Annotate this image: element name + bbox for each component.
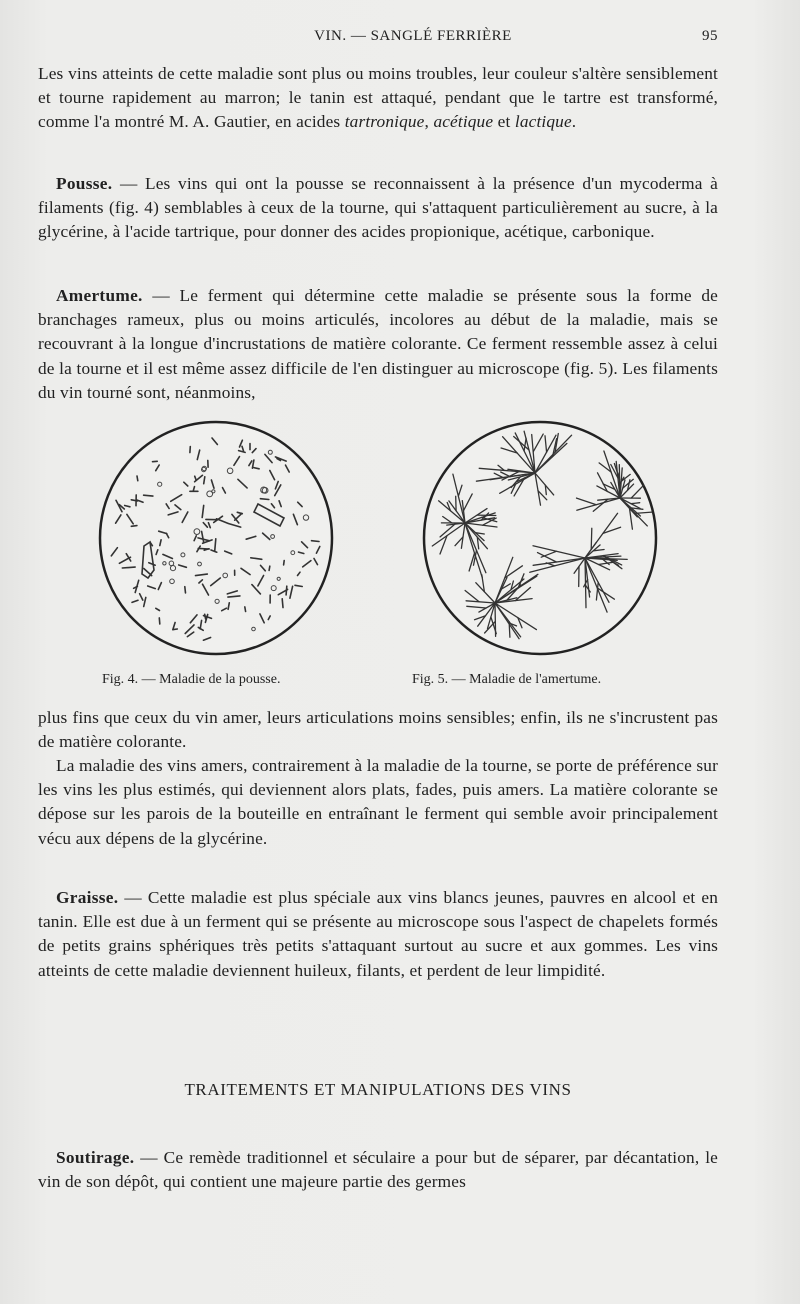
figure-5-caption: Fig. 5. — Maladie de l'amertume. xyxy=(412,672,602,687)
filament-branch xyxy=(591,528,592,549)
filament-rod xyxy=(185,587,186,593)
branching-filament xyxy=(619,465,620,498)
paragraph-text: — Les vins qui ont la pousse se reconnaissent à la présence d'un mycoderma à filaments (fig. 4) semblables à ceux de la tourne, qui s'attaquent particulièrement au sucre, à la glycérine, à l'acide tartrique, pour donner des acides propionique, acétique, carbonique. xyxy=(38,174,718,242)
paragraph-text: Les vins atteints de cette maladie sont plus ou moins troubles, leur couleur s'altère sensiblement et tourne rapidement au marron; le tanin est attaqué, pendant que le tartre est transformé, comme l'a montré M. A. Gautier, en acides xyxy=(38,64,718,132)
italic-term: tartronique xyxy=(344,112,425,132)
figure-5 xyxy=(420,418,660,658)
paragraph-text: — Cette maladie est plus spéciale aux vins blancs jeunes, pauvres en alcool et en tanin. Elle est due à un ferment qui se présente au microscope sous l'aspect de chapelets formés de petits grains sphériques très petits s'attaquant surtout au sucre et aux gommes. Les vins atteints de cette maladie deviennent huileux, filants, et perdent de leur limpidité. xyxy=(38,888,718,980)
italic-term: lactique xyxy=(514,112,572,132)
paragraph-amertume xyxy=(38,284,718,405)
filament-rod xyxy=(193,487,194,491)
filament-rod xyxy=(215,539,216,552)
paragraph-amertume-continued: plus fins que ceux du vin amer, leurs articulations moins sensibles; enfin, ils ne s'incrustent pas de matière colorante. xyxy=(38,708,718,752)
separator: , xyxy=(424,112,434,132)
filament-rod xyxy=(245,607,246,612)
filament-rod xyxy=(204,477,205,484)
filament-rod xyxy=(131,526,137,527)
section-heading-soutirage: Soutirage. xyxy=(56,1148,135,1167)
figure-4-caption: Fig. 4. — Maladie de la pousse. xyxy=(102,672,281,687)
separator: et xyxy=(493,112,515,132)
filament-rod xyxy=(284,561,285,565)
branching-filament xyxy=(495,603,496,636)
filament-rod xyxy=(137,476,138,481)
page-number: 95 xyxy=(702,28,718,44)
paragraph-text: — Le ferment qui détermine cette maladie se présente sous la forme de branchages rameux, plus ou moins articulés, incolores au début de la maladie, mais se recouvrant à la longue d'incrustations de matière colorante. Ce ferment ressemble assez à celui de la tourne et il est même assez difficile de l'en distinguer au microscope (fig. 5). Les filaments du vin tourné sont, néanmoins, xyxy=(38,286,718,402)
microscope-view-pousse xyxy=(96,418,336,658)
paragraph-soutirage xyxy=(38,1146,718,1194)
filament-rod xyxy=(312,541,320,542)
paragraph-end: . xyxy=(571,112,577,132)
filament-rod xyxy=(269,566,270,570)
section-heading-pousse: Pousse. xyxy=(56,174,113,193)
filament-rod xyxy=(122,567,135,568)
filament-rod xyxy=(159,618,160,624)
filament-rod xyxy=(198,548,209,549)
italic-term: acétique xyxy=(433,112,494,132)
paragraph-vins-amers: La maladie des vins amers, contrairement à la maladie de la tourne, se porte de préférence sur les vins les plus estimés, qui deviennent alors plats, fades, puis amers. La matière colorante se dépose sur les parois de la bouteille en entraînant le ferment qui semble avoir principalement vécu aux dépens de la glycérine. xyxy=(38,756,718,848)
paragraph-graisse xyxy=(38,886,718,983)
paragraph-pousse xyxy=(38,172,718,245)
running-header xyxy=(38,28,718,50)
paragraph-tourne-end xyxy=(38,62,718,135)
figures-block xyxy=(38,418,718,698)
filament-rod xyxy=(144,495,153,496)
section-heading-graisse: Graisse. xyxy=(56,888,119,907)
section-heading-amertume: Amertume. xyxy=(56,286,143,305)
section-title: TRAITEMENTS ET MANIPULATIONS DES VINS xyxy=(184,1080,572,1099)
figure-4 xyxy=(96,418,336,658)
paragraph-text: — Ce remède traditionnel et séculaire a pour but de séparer, par décantation, le vin de son dépôt, qui contient une majeure partie des germes xyxy=(38,1148,718,1192)
running-title: VIN. — SANGLÉ FERRIÈRE xyxy=(314,28,512,44)
filament-rod xyxy=(260,499,268,500)
filament-rod xyxy=(173,629,177,630)
filament-rod xyxy=(282,599,283,608)
microscope-view-amertume xyxy=(420,418,660,658)
